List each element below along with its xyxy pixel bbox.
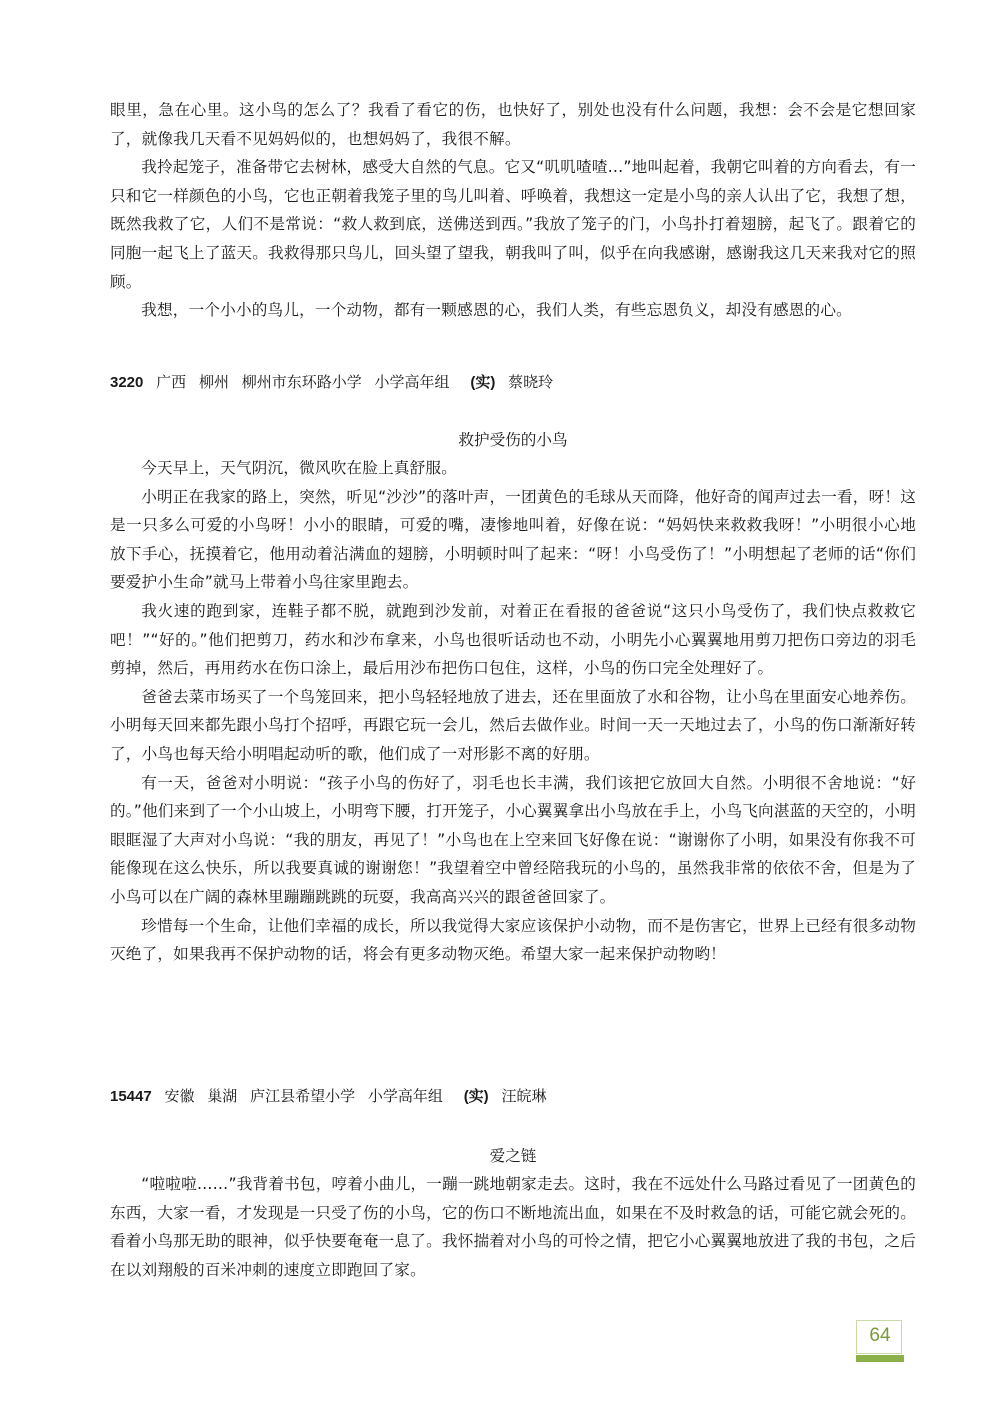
entry-group: 小学高年组	[374, 373, 450, 391]
entry-tag: (实)	[470, 374, 496, 391]
paragraph: “啦啦啦……”我背着书包，哼着小曲儿，一蹦一跳地朝家走去。这时，我在不远处什么马路过看见了一团黄色的东西，大家一看，才发现是一只受了伤的小鸟，它的伤口不断地流出血，如果在不及时救急的话，可能它就会死的。看着小鸟那无助的眼神，似乎快要奄奄一息了。我怀揣着对小鸟的可怜之情，把它小心翼翼地放进了我的书包，之后在以刘翔般的百米冲刺的速度立即跑回了家。	[110, 1175, 916, 1279]
entry-header	[110, 1084, 546, 1109]
essay-body	[110, 1170, 916, 1284]
page-number-frame	[856, 1320, 902, 1354]
paragraph: 珍惜每一个生命，让他们幸福的成长，所以我觉得大家应该保护小动物，而不是伤害它，世界上已经有很多动物灭绝了，如果我再不保护动物的话，将会有更多动物灭绝。希望大家一起来保护动物哟！	[110, 916, 916, 964]
entry-city: 柳州	[198, 373, 229, 391]
entry-city: 巢湖	[207, 1087, 238, 1105]
entry-group: 小学高年组	[367, 1087, 443, 1105]
essay-body	[110, 454, 916, 969]
entry-author: 蔡晓玲	[508, 373, 554, 391]
entry-number: 15447	[110, 1088, 152, 1105]
entry-tag: (实)	[463, 1088, 489, 1105]
paragraph: 眼里，急在心里。这小鸟的怎么了？我看了看它的伤，也快好了，别处也没有什么问题，我想：会不会是它想回家了，就像我几天看不见妈妈似的，也想妈妈了，我很不解。	[110, 101, 916, 148]
essay-title: 救护受伤的小鸟	[458, 431, 568, 449]
page-number-text: 64	[869, 1325, 891, 1346]
paragraph: 爸爸去菜市场买了一个鸟笼回来，把小鸟轻轻地放了进去，还在里面放了水和谷物，让小鸟在里面安心地养伤。小明每天回来都先跟小鸟打个招呼，再跟它玩一会儿，然后去做作业。时间一天一天地过去了，小鸟的伤口渐渐好转了，小鸟也每天给小明唱起动听的歌，他们成了一对形影不离的好朋。	[110, 687, 916, 763]
page-number	[856, 1320, 904, 1362]
essay-continuation	[110, 96, 916, 325]
paragraph: 我火速的跑到家，连鞋子都不脱，就跑到沙发前，对着正在看报的爸爸说“这只小鸟受伤了，我们快点救救它吧！”“好的。”他们把剪刀，药水和沙布拿来，小鸟也很听话动也不动，小明先小心翼翼地用剪刀把伤口旁边的羽毛剪掉，然后，再用药水在伤口涂上，最后用沙布把伤口包住，这样，小鸟的伤口完全处理好了。	[110, 601, 916, 678]
entry-author: 汪皖琳	[501, 1087, 547, 1105]
essay-title: 爱之链	[489, 1147, 537, 1165]
paragraph: 我拎起笼子，准备带它去树林，感受大自然的气息。它又“叽叽喳喳…”地叫起着，我朝它叫着的方向看去，有一只和它一样颜色的小鸟，它也正朝着我笼子里的鸟儿叫着、呼唤着，我想这一定是小鸟的亲人认出了它，我想了想，既然我救了它，人们不是常说：“救人救到底，送佛送到西。”我放了笼子的门，小鸟扑打着翅膀，起飞了。跟着它的同胞一起飞上了蓝天。我救得那只鸟儿，回头望了望我，朝我叫了叫，似乎在向我感谢，感谢我这几天来我对它的照顾。	[110, 158, 916, 291]
entry-header	[110, 370, 553, 395]
entry-number: 3220	[110, 374, 144, 391]
entry-school: 柳州市东环路小学	[241, 373, 362, 391]
paragraph: 有一天，爸爸对小明说：“孩子小鸟的伤好了，羽毛也长丰满，我们该把它放回大自然。小明很不舍地说：“好的。”他们来到了一个小山坡上，小明弯下腰，打开笼子，小心翼翼拿出小鸟放在手上，小鸟飞向湛蓝的天空的，小明眼眶湿了大声对小鸟说：“我的朋友，再见了！”小鸟也在上空来回飞好像在说：“谢谢你了小明，如果没有你我不可能像现在这么快乐，所以我要真诚的谢谢您！”我望着空中曾经陪我玩的小鸟的，虽然我非常的依依不舍，但是为了小鸟可以在广阔的森林里蹦蹦跳跳的玩耍，我高高兴兴的跟爸爸回家了。	[110, 773, 916, 906]
entry-province: 安徽	[164, 1087, 195, 1105]
paragraph: 今天早上，天气阴沉，微风吹在脸上真舒服。	[141, 459, 458, 477]
entry-province: 广西	[156, 373, 187, 391]
paragraph: 我想，一个小小的鸟儿，一个动物，都有一颗感恩的心，我们人类，有些忘恩负义，却没有感恩的心。	[141, 301, 852, 320]
entry-school: 庐江县希望小学	[250, 1087, 356, 1105]
paragraph: 小明正在我家的路上，突然，听见“沙沙”的落叶声，一团黄色的毛球从天而降，他好奇的闻声过去一看，呀！这是一只多么可爱的小鸟呀！小小的眼睛，可爱的嘴，凄惨地叫着，好像在说：“妈妈快来救救我呀！”小明很小心地放下手心，抚摸着它，他用动着沾满血的翅膀，小明顿时叫了起来：“呀！小鸟受伤了！”小明想起了老师的话“你们要爱护小生命”就马上带着小鸟往家里跑去。	[110, 487, 916, 592]
